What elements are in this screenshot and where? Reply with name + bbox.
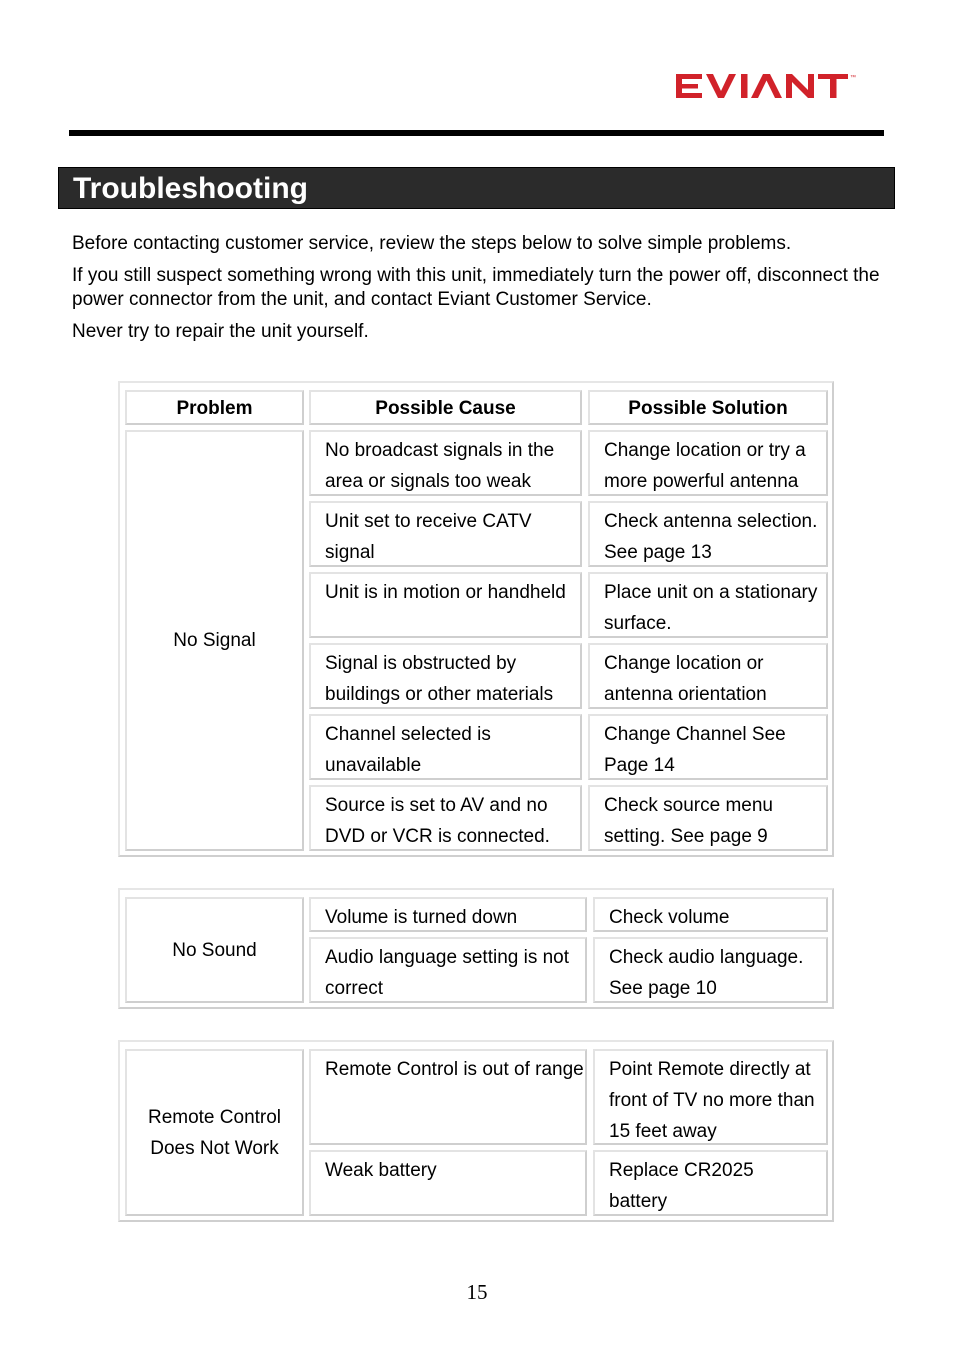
eviant-logo-mark: [676, 70, 886, 104]
header-possible-cause: Possible Cause: [309, 390, 582, 425]
section-header: [58, 167, 895, 209]
solution-cell: Check audio language. See page 10: [593, 937, 828, 1003]
cause-cell: Weak battery: [309, 1150, 587, 1216]
solution-cell: Change Channel See Page 14: [588, 714, 828, 780]
header-rule: [69, 130, 884, 136]
header-problem: Problem: [125, 390, 304, 425]
troubleshooting-table-no-sound: [118, 888, 834, 1009]
problem-no-signal: [125, 430, 304, 851]
solution-cell: Change location or try a more powerful antenna: [588, 430, 828, 496]
intro-paragraph-2: If you still suspect something wrong with this unit, immediately turn the power off, disconnect the power connector from the unit, and contact Eviant Customer Service.: [72, 265, 880, 310]
page-number: 15: [466, 1280, 488, 1304]
cause-cell: Audio language setting is not correct: [309, 937, 587, 1003]
solution-cell: Change location or antenna orientation: [588, 643, 828, 709]
cause-cell: Signal is obstructed by buildings or other materials: [309, 643, 582, 709]
intro-text: [72, 232, 892, 352]
problem-remote-control: [125, 1049, 304, 1216]
cause-cell: Unit set to receive CATV signal: [309, 501, 582, 567]
cause-cell: Source is set to AV and no DVD or VCR is connected.: [309, 785, 582, 851]
solution-cell: Place unit on a stationary surface.: [588, 572, 828, 638]
intro-paragraph-3: Never try to repair the unit yourself.: [72, 321, 369, 342]
troubleshooting-table-remote-control: [118, 1040, 834, 1222]
trademark-symbol: ™: [850, 75, 856, 81]
problem-label: No Sound: [172, 939, 257, 961]
solution-cell: Point Remote directly at front of TV no more than 15 feet away: [593, 1049, 828, 1145]
solution-cell: Check antenna selection. See page 13: [588, 501, 828, 567]
cause-cell: Volume is turned down: [309, 897, 587, 932]
troubleshooting-table-no-signal: [118, 381, 834, 857]
solution-cell: Check volume: [593, 897, 828, 932]
problem-no-sound: [125, 897, 304, 1003]
section-title: Troubleshooting: [73, 172, 308, 205]
problem-label: Remote Control Does Not Work: [147, 1106, 282, 1159]
cause-cell: Unit is in motion or handheld: [309, 572, 582, 638]
intro-paragraph-1: Before contacting customer service, review the steps below to solve simple problems.: [72, 233, 792, 254]
eviant-logo: [676, 70, 886, 104]
cause-cell: No broadcast signals in the area or signals too weak: [309, 430, 582, 496]
solution-cell: Replace CR2025 battery: [593, 1150, 828, 1216]
solution-cell: Check source menu setting. See page 9: [588, 785, 828, 851]
header-possible-solution: Possible Solution: [588, 390, 828, 425]
cause-cell: Channel selected is unavailable: [309, 714, 582, 780]
problem-label: No Signal: [173, 630, 256, 651]
cause-cell: Remote Control is out of range: [309, 1049, 587, 1145]
